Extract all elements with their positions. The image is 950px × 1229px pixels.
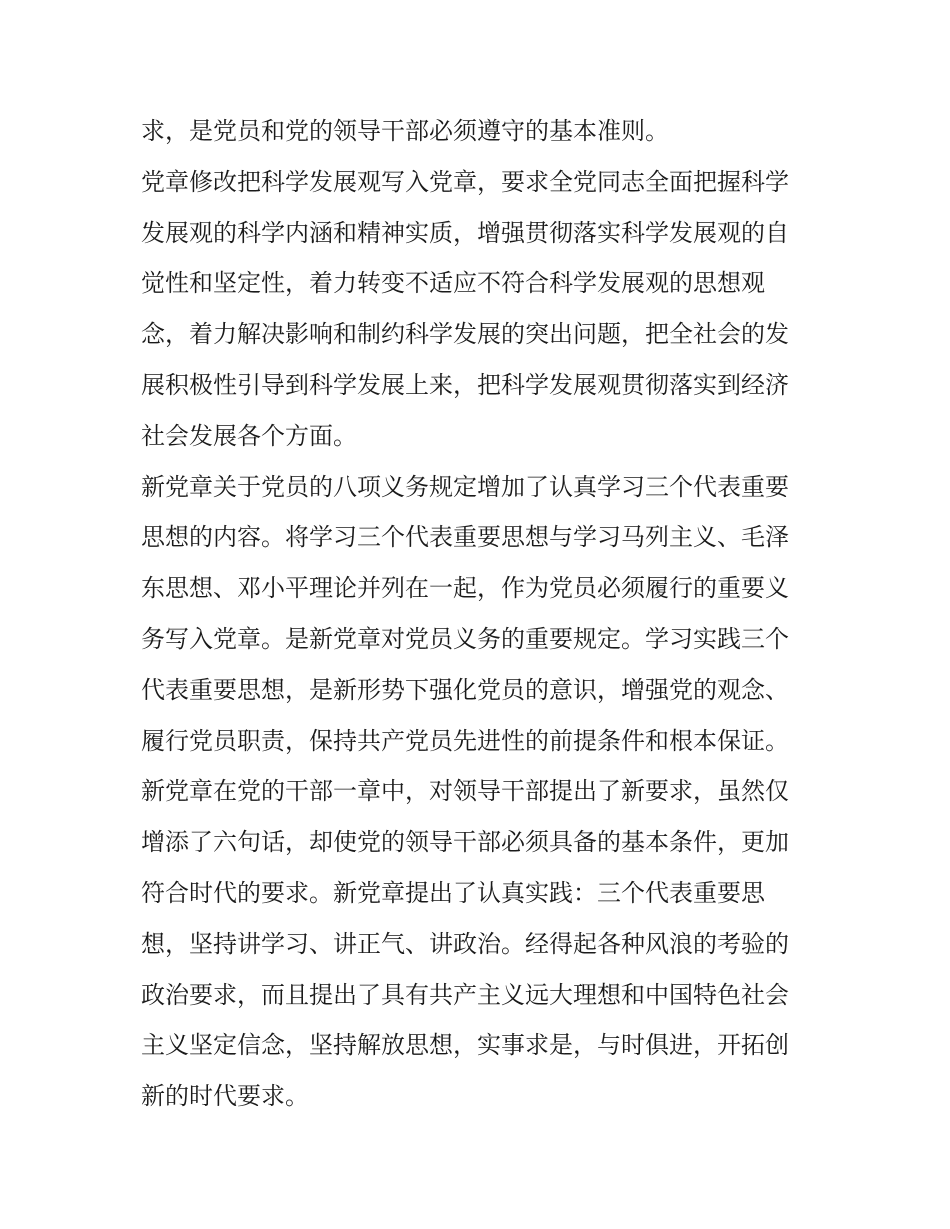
text-line: 求，是党员和党的领导干部必须遵守的基本准则。: [141, 117, 669, 145]
text-line: 符合时代的要求。新党章提出了认真实践：三个代表重要思: [141, 878, 765, 907]
text-line: 思想的内容。将学习三个代表重要思想与学习马列主义、毛泽: [141, 523, 789, 552]
text-line: 新党章关于党员的八项义务规定增加了认真学习三个代表重要: [141, 472, 789, 501]
text-line: 东思想、邓小平理论并列在一起，作为党员必须履行的重要义: [141, 574, 789, 603]
text-line: 新党章在党的干部一章中，对领导干部提出了新要求，虽然仅: [141, 777, 789, 806]
text-line: 新的时代要求。: [141, 1082, 309, 1111]
text-line: 党章修改把科学发展观写入党章，要求全党同志全面把握科学: [141, 167, 789, 196]
text-line: 政治要求，而且提出了具有共产主义远大理想和中国特色社会: [141, 980, 789, 1009]
text-line: 想，坚持讲学习、讲正气、讲政治。经得起各种风浪的考验的: [141, 929, 789, 958]
text-line: 主义坚定信念，坚持解放思想，实事求是，与时俱进，开拓创: [141, 1031, 789, 1060]
text-line: 念，着力解决影响和制约科学发展的突出问题，把全社会的发: [141, 320, 789, 349]
text-line: 务写入党章。是新党章对党员义务的重要规定。学习实践三个: [141, 624, 789, 653]
text-line: 展积极性引导到科学发展上来，把科学发展观贯彻落实到经济: [141, 370, 789, 399]
text-line: 社会发展各个方面。: [141, 421, 357, 450]
body-text: [141, 106, 821, 1122]
text-line: 觉性和坚定性，着力转变不适应不符合科学发展观的思想观: [141, 269, 765, 298]
text-line: 代表重要思想，是新形势下强化党员的意识，增强党的观念、: [141, 675, 789, 704]
text-line: 履行党员职责，保持共产党员先进性的前提条件和根本保证。: [141, 726, 789, 755]
text-line: 增添了六句话，却使党的领导干部必须具备的基本条件，更加: [141, 828, 789, 857]
text-line: 发展观的科学内涵和精神实质，增强贯彻落实科学发展观的自: [141, 218, 789, 247]
